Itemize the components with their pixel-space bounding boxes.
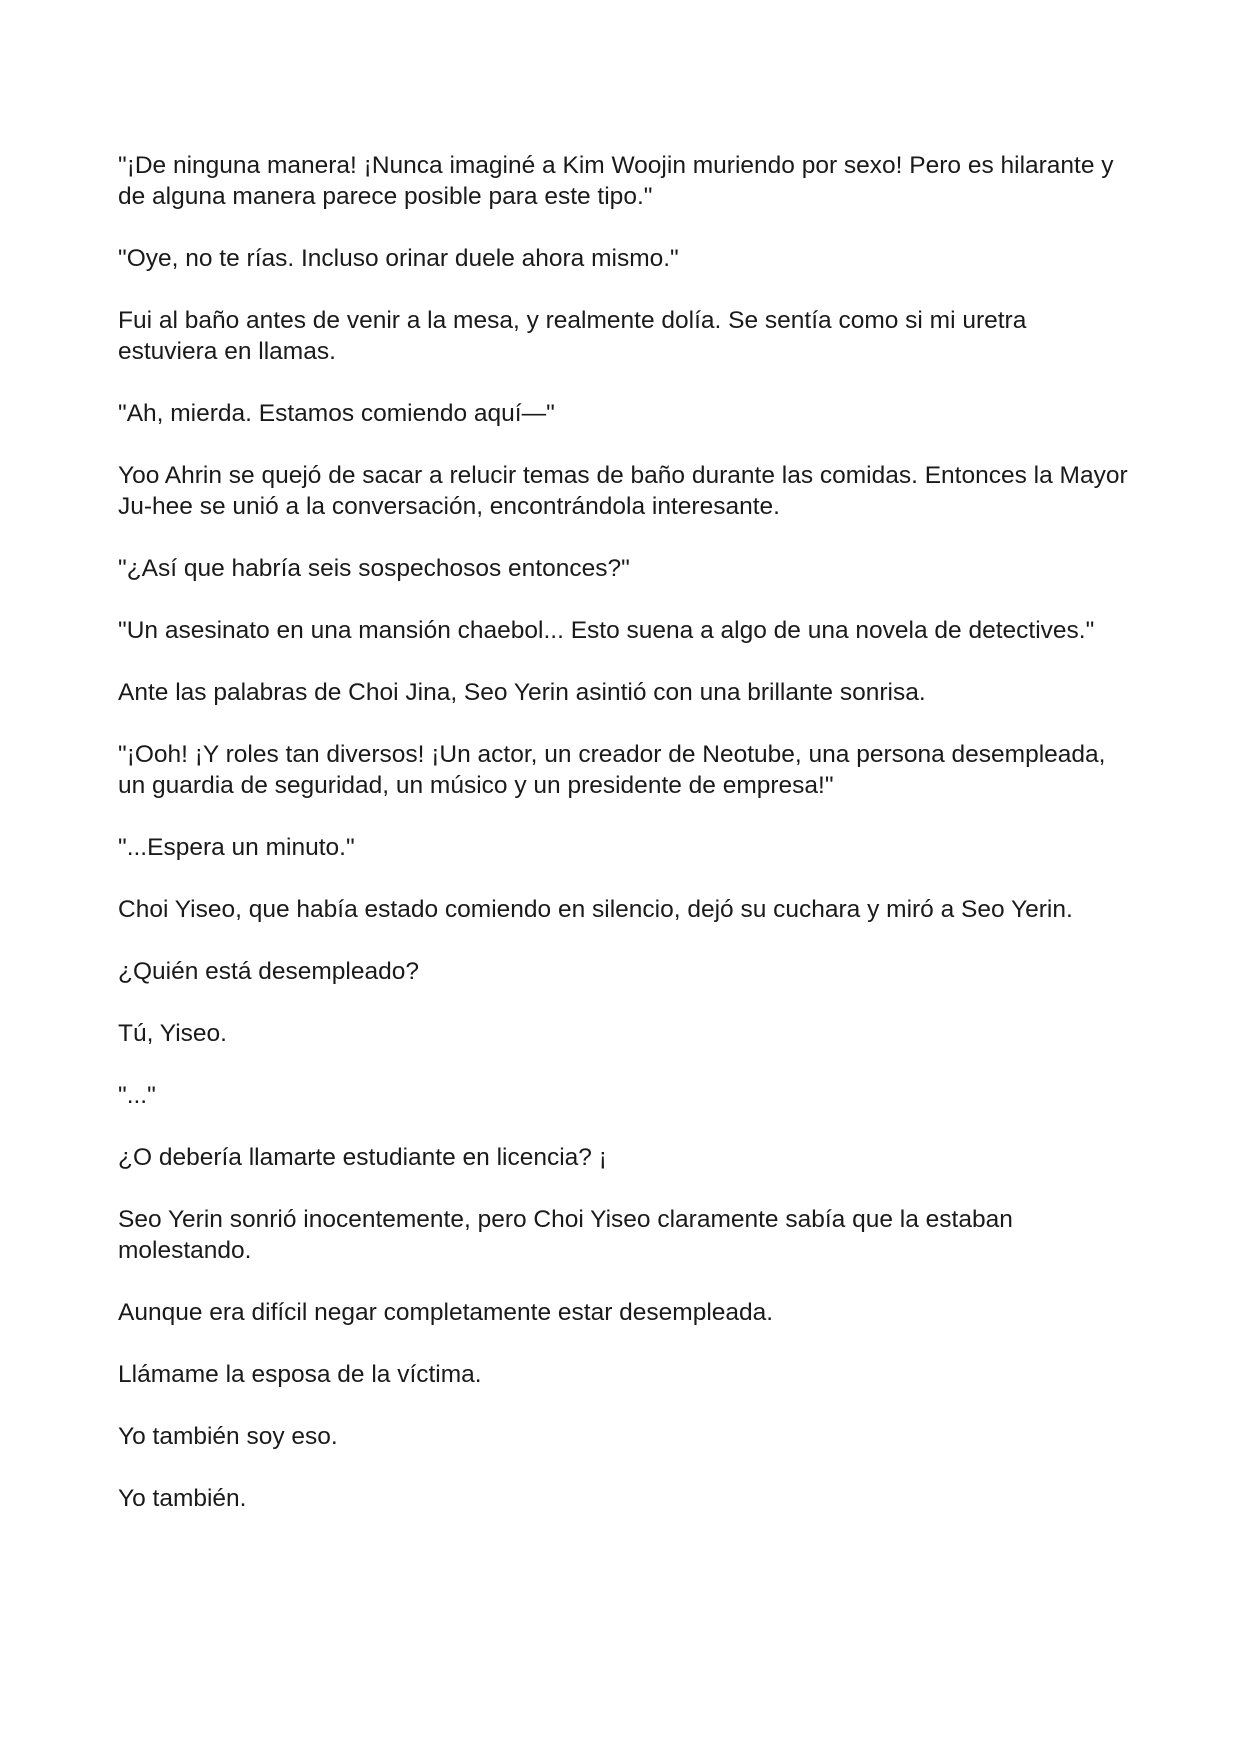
paragraph: Yo también. <box>118 1485 247 1512</box>
paragraph: "..." <box>118 1082 156 1109</box>
paragraph: Tú, Yiseo. <box>118 1020 227 1047</box>
paragraph: Yo también soy eso. <box>118 1423 338 1450</box>
paragraph: "¡Ooh! ¡Y roles tan diversos! ¡Un actor, un creador de Neotube, una persona desempleada, un guardia de seguridad, un músico y un presidente de empresa!" <box>118 741 1106 799</box>
paragraph: Yoo Ahrin se quejó de sacar a relucir temas de baño durante las comidas. Entonces la Mayor Ju-hee se unió a la conversación, encontrándola interesante. <box>118 462 1128 520</box>
paragraph: "...Espera un minuto." <box>118 834 355 861</box>
paragraph: Seo Yerin sonrió inocentemente, pero Choi Yiseo claramente sabía que la estaban molestando. <box>118 1206 1013 1264</box>
paragraph: ¿O debería llamarte estudiante en licencia? ¡ <box>118 1144 607 1171</box>
paragraph: "Oye, no te rías. Incluso orinar duele ahora mismo." <box>118 245 679 272</box>
paragraph: "¿Así que habría seis sospechosos entonces?" <box>118 555 630 582</box>
paragraph: Aunque era difícil negar completamente estar desempleada. <box>118 1299 774 1326</box>
paragraph: Ante las palabras de Choi Jina, Seo Yerin asintió con una brillante sonrisa. <box>118 679 926 706</box>
paragraph: "¡De ninguna manera! ¡Nunca imaginé a Kim Woojin muriendo por sexo! Pero es hilarante y de alguna manera parece posible para este tipo." <box>118 152 1114 210</box>
document-body <box>118 150 1128 1545</box>
paragraph: "Un asesinato en una mansión chaebol... Esto suena a algo de una novela de detectives." <box>118 617 1095 644</box>
paragraph: Llámame la esposa de la víctima. <box>118 1361 482 1388</box>
paragraph: Fui al baño antes de venir a la mesa, y realmente dolía. Se sentía como si mi uretra estuviera en llamas. <box>118 307 1027 365</box>
paragraph: Choi Yiseo, que había estado comiendo en silencio, dejó su cuchara y miró a Seo Yerin. <box>118 896 1073 923</box>
paragraph: ¿Quién está desempleado? <box>118 958 419 985</box>
paragraph: "Ah, mierda. Estamos comiendo aquí—" <box>118 400 555 427</box>
